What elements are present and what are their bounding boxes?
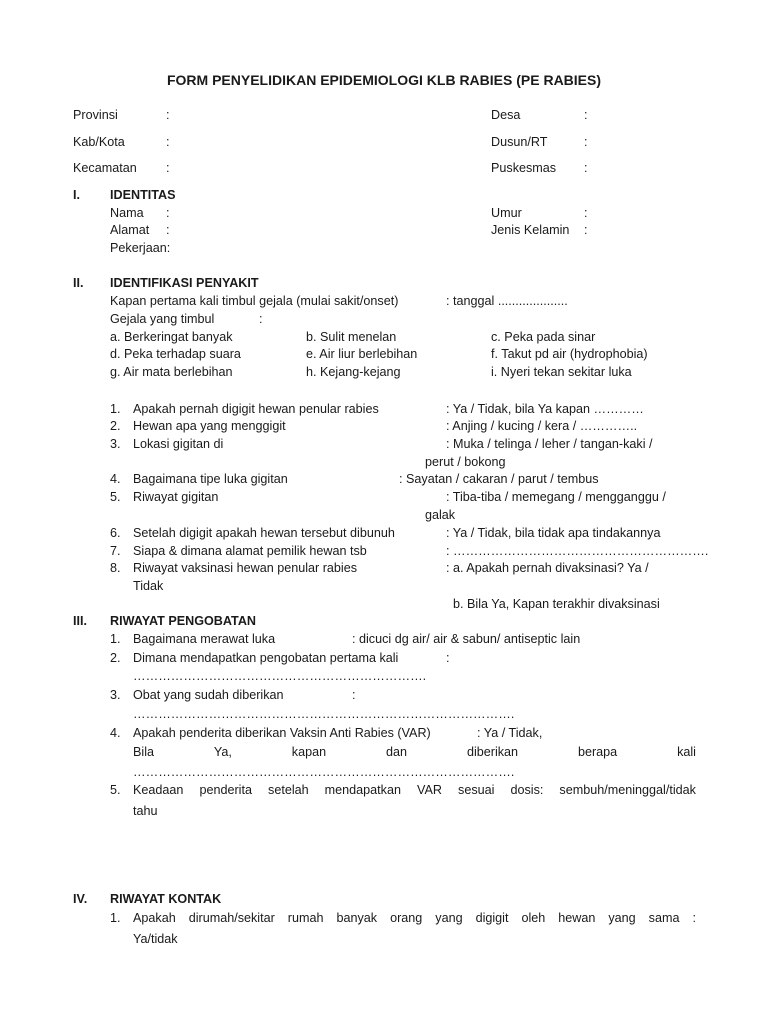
word: dosis: xyxy=(510,783,544,797)
word: kali xyxy=(677,745,696,759)
item-number: 1. xyxy=(110,632,121,646)
form-title: FORM PENYELIDIKAN EPIDEMIOLOGI KLB RABIES (PE RABIES) xyxy=(166,72,602,88)
justified-line xyxy=(133,746,696,759)
answer-dots: ……………………………………………………………. xyxy=(133,669,427,683)
item-answer: : Anjing / kucing / kera / ………….. xyxy=(446,419,638,433)
word: berapa xyxy=(577,745,618,759)
puskesmas-label: Puskesmas xyxy=(491,161,557,175)
symptom-option: a. Berkeringat banyak xyxy=(110,330,233,344)
item-number: 7. xyxy=(110,544,121,558)
item-question: Apakah penderita diberikan Vaksin Anti Rabies (VAR) xyxy=(133,726,431,740)
item-answer: : Sayatan / cakaran / parut / tembus xyxy=(399,472,599,486)
item-answer-continued: galak xyxy=(425,508,456,522)
item-answer-continued: perut / bokong xyxy=(425,455,506,469)
answer-dots: ………………………………………………………………………………. xyxy=(133,707,515,721)
item-answer: : dicuci dg air/ air & sabun/ antiseptic lain xyxy=(352,632,581,646)
item-answer: : Ya / Tidak, xyxy=(477,726,543,740)
section-1-heading: IDENTITAS xyxy=(110,188,176,202)
item-number: 4. xyxy=(110,472,121,486)
item-continued: tahu xyxy=(133,804,158,818)
jenis-kelamin-label: Jenis Kelamin xyxy=(491,223,570,237)
section-3-heading: RIWAYAT PENGOBATAN xyxy=(110,614,257,628)
item-number: 3. xyxy=(110,688,121,702)
item-question: Obat yang sudah diberikan xyxy=(133,688,284,702)
alamat-colon: : xyxy=(166,223,170,237)
item-answer: : xyxy=(446,651,450,665)
word: dan xyxy=(386,745,408,759)
symptom-option: h. Kejang-kejang xyxy=(306,365,401,379)
word: sama xyxy=(648,911,680,925)
item-answer-sub-b: b. Bila Ya, Kapan terakhir divaksinasi xyxy=(453,597,660,611)
symptom-option: e. Air liur berlebihan xyxy=(306,347,418,361)
umur-colon: : xyxy=(584,206,588,220)
item-question: Riwayat gigitan xyxy=(133,490,219,504)
item-answer: : Muka / telinga / leher / tangan-kaki / xyxy=(446,437,653,451)
answer-dots: ………………………………………………………………………………. xyxy=(133,765,515,779)
section-3-number: III. xyxy=(73,614,87,628)
symptom-option: c. Peka pada sinar xyxy=(491,330,596,344)
nama-label: Nama xyxy=(110,206,144,220)
dusun-label: Dusun/RT xyxy=(491,135,548,149)
word: rumah xyxy=(287,911,324,925)
word: Apakah xyxy=(133,911,176,925)
item-number: 8. xyxy=(110,561,121,575)
word: kapan xyxy=(291,745,327,759)
gejala-colon: : xyxy=(259,312,263,326)
dusun-colon: : xyxy=(584,135,588,149)
item-number: 5. xyxy=(110,783,121,797)
onset-question: Kapan pertama kali timbul gejala (mulai sakit/onset) xyxy=(110,294,399,308)
kecamatan-label: Kecamatan xyxy=(73,161,137,175)
justified-line xyxy=(133,784,696,797)
symptom-option: g. Air mata berlebihan xyxy=(110,365,233,379)
word: Keadaan xyxy=(133,783,184,797)
item-number: 5. xyxy=(110,490,121,504)
section-1-number: I. xyxy=(73,188,80,202)
item-number: 2. xyxy=(110,651,121,665)
item-number: 1. xyxy=(110,402,121,416)
word: setelah xyxy=(268,783,309,797)
item-answer: : Ya / Tidak, bila tidak apa tindakannya xyxy=(446,526,661,540)
provinsi-label: Provinsi xyxy=(73,108,118,122)
item-number: 3. xyxy=(110,437,121,451)
word: diberikan xyxy=(466,745,519,759)
item-continued: Ya/tidak xyxy=(133,932,178,946)
item-question: Setelah digigit apakah hewan tersebut dibunuh xyxy=(133,526,395,540)
word: : xyxy=(692,911,696,925)
desa-colon: : xyxy=(584,108,588,122)
item-question: Hewan apa yang menggigit xyxy=(133,419,286,433)
word: mendapatkan xyxy=(324,783,401,797)
onset-answer: : tanggal .................... xyxy=(446,294,568,308)
word: VAR xyxy=(417,783,442,797)
item-question: Bagaimana merawat luka xyxy=(133,632,276,646)
item-question: Lokasi gigitan di xyxy=(133,437,224,451)
symptom-option: i. Nyeri tekan sekitar luka xyxy=(491,365,632,379)
word: Bila xyxy=(133,745,154,759)
item-question: Bagaimana tipe luka gigitan xyxy=(133,472,288,486)
item-number: 1. xyxy=(110,911,121,925)
symptom-option: f. Takut pd air (hydrophobia) xyxy=(491,347,648,361)
item-number: 4. xyxy=(110,726,121,740)
item-answer-continued: Tidak xyxy=(133,579,164,593)
justified-line xyxy=(133,912,696,925)
word: yang xyxy=(608,911,636,925)
item-question: Riwayat vaksinasi hewan penular rabies xyxy=(133,561,358,575)
item-number: 6. xyxy=(110,526,121,540)
word: digigit xyxy=(475,911,509,925)
pekerjaan-label: Pekerjaan: xyxy=(110,241,171,255)
item-answer: : Ya / Tidak, bila Ya kapan ………… xyxy=(446,402,644,416)
word: Ya, xyxy=(213,745,232,759)
section-4-heading: RIWAYAT KONTAK xyxy=(110,892,222,906)
section-2-number: II. xyxy=(73,276,84,290)
word: hewan xyxy=(558,911,596,925)
kecamatan-colon: : xyxy=(166,161,170,175)
puskesmas-colon: : xyxy=(584,161,588,175)
nama-colon: : xyxy=(166,206,170,220)
desa-label: Desa xyxy=(491,108,521,122)
kabkota-label: Kab/Kota xyxy=(73,135,125,149)
symptom-option: b. Sulit menelan xyxy=(306,330,397,344)
word: yang xyxy=(435,911,463,925)
gejala-label: Gejala yang timbul xyxy=(110,312,215,326)
section-2-heading: IDENTIFIKASI PENYAKIT xyxy=(110,276,259,290)
item-answer: : xyxy=(352,688,356,702)
word: sesuai xyxy=(458,783,495,797)
item-answer: : ……………………………………………………. xyxy=(446,544,709,558)
word: dirumah/sekitar xyxy=(188,911,275,925)
word: penderita xyxy=(199,783,252,797)
jenis-kelamin-colon: : xyxy=(584,223,588,237)
symptom-option: d. Peka terhadap suara xyxy=(110,347,241,361)
alamat-label: Alamat xyxy=(110,223,150,237)
item-answer: : a. Apakah pernah divaksinasi? Ya / xyxy=(446,561,649,575)
word: oleh xyxy=(521,911,546,925)
section-4-number: IV. xyxy=(73,892,88,906)
word: sembuh/meninggal/tidak xyxy=(559,783,696,797)
item-question: Apakah pernah digigit hewan penular rabies xyxy=(133,402,379,416)
kabkota-colon: : xyxy=(166,135,170,149)
item-question: Dimana mendapatkan pengobatan pertama kali xyxy=(133,651,399,665)
item-answer: : Tiba-tiba / memegang / mengganggu / xyxy=(446,490,666,504)
word: orang xyxy=(390,911,423,925)
item-question: Siapa & dimana alamat pemilik hewan tsb xyxy=(133,544,367,558)
item-number: 2. xyxy=(110,419,121,433)
word: banyak xyxy=(336,911,378,925)
umur-label: Umur xyxy=(491,206,522,220)
provinsi-colon: : xyxy=(166,108,170,122)
